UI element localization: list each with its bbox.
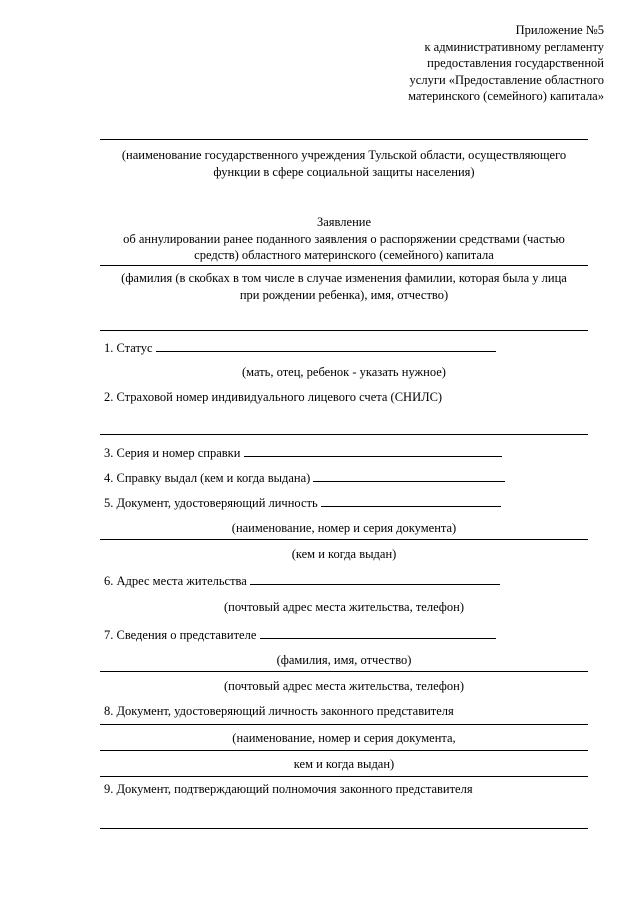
title-subtitle-line: средств) областного материнского (семейного) капитала xyxy=(194,248,494,262)
issued-by-label: 4. Справку выдал (кем и когда выдана) xyxy=(104,471,311,485)
representative-field xyxy=(104,626,496,643)
id-document-label: 5. Документ, удостоверяющий личность xyxy=(104,496,318,510)
id-document-field xyxy=(104,494,501,511)
address-input-line[interactable] xyxy=(250,572,500,585)
caption-line: (фамилия (в скобках в том числе в случае изменения фамилии, которая была у лица xyxy=(121,271,567,285)
address-hint: (почтовый адрес места жительства, телефон) xyxy=(224,600,464,614)
snils-label: 2. Страховой номер индивидуального лицевого счета (СНИЛС) xyxy=(104,390,443,404)
certificate-field xyxy=(104,444,502,461)
rep-id-document-hint: (наименование, номер и серия документа, xyxy=(232,731,456,745)
address-label: 6. Адрес места жительства xyxy=(104,574,247,588)
status-input-line[interactable] xyxy=(156,339,496,352)
document-title xyxy=(100,214,588,264)
representative-address-line[interactable] xyxy=(100,671,588,672)
annex-header-line: услуги «Предоставление областного xyxy=(409,72,604,87)
annex-header-line: материнского (семейного) капитала» xyxy=(408,89,604,103)
representative-input-line[interactable] xyxy=(260,626,496,639)
rep-id-document-line[interactable] xyxy=(100,724,588,725)
caption-line: функции в сфере социальной защиты населения) xyxy=(213,164,475,179)
certificate-input-line[interactable] xyxy=(244,444,502,457)
representative-address-hint: (почтовый адрес места жительства, телефон) xyxy=(224,679,464,693)
issued-by-input-line[interactable] xyxy=(313,469,505,482)
annex-header-line: предоставления государственной xyxy=(427,56,604,70)
rep-id-issued-hint: кем и когда выдан) xyxy=(293,757,395,771)
rep-id-extra-line[interactable] xyxy=(100,776,588,777)
snils-input-line[interactable] xyxy=(100,434,588,435)
status-hint: (мать, отец, ребенок - указать нужное) xyxy=(242,365,446,379)
id-document-hint: (наименование, номер и серия документа) xyxy=(231,521,457,535)
annex-header-line: к административному регламенту xyxy=(424,39,604,54)
id-issued-hint: (кем и когда выдан) xyxy=(291,547,397,561)
status-label: 1. Статус xyxy=(104,341,153,355)
title-subtitle-line: об аннулировании ранее поданного заявления о распоряжении средствами (частью xyxy=(123,231,565,246)
certificate-label: 3. Серия и номер справки xyxy=(104,446,241,460)
annex-header xyxy=(408,22,604,105)
rep-id-document-label: 8. Документ, удостоверяющий личность законного представителя xyxy=(104,704,454,718)
authority-document-line[interactable] xyxy=(100,828,588,829)
applicant-name-line[interactable] xyxy=(100,265,588,266)
caption-line: при рождении ребенка), имя, отчество) xyxy=(239,287,449,302)
institution-caption xyxy=(100,147,588,180)
authority-document-label: 9. Документ, подтверждающий полномочия законного представителя xyxy=(104,782,473,796)
applicant-extra-line[interactable] xyxy=(100,330,588,331)
status-field xyxy=(104,339,496,356)
applicant-caption xyxy=(100,270,588,303)
rep-id-issued-line[interactable] xyxy=(100,750,588,751)
annex-header-line: Приложение №5 xyxy=(515,23,604,37)
representative-name-hint: (фамилия, имя, отчество) xyxy=(276,653,412,667)
issued-by-field xyxy=(104,469,505,486)
id-issued-line[interactable] xyxy=(100,539,588,540)
institution-line[interactable] xyxy=(100,139,588,140)
representative-label: 7. Сведения о представителе xyxy=(104,628,257,642)
title-heading: Заявление xyxy=(316,215,371,229)
caption-line: (наименование государственного учреждения Тульской области, осуществляющего xyxy=(121,148,567,162)
id-document-input-line[interactable] xyxy=(321,494,501,507)
address-field xyxy=(104,572,500,589)
